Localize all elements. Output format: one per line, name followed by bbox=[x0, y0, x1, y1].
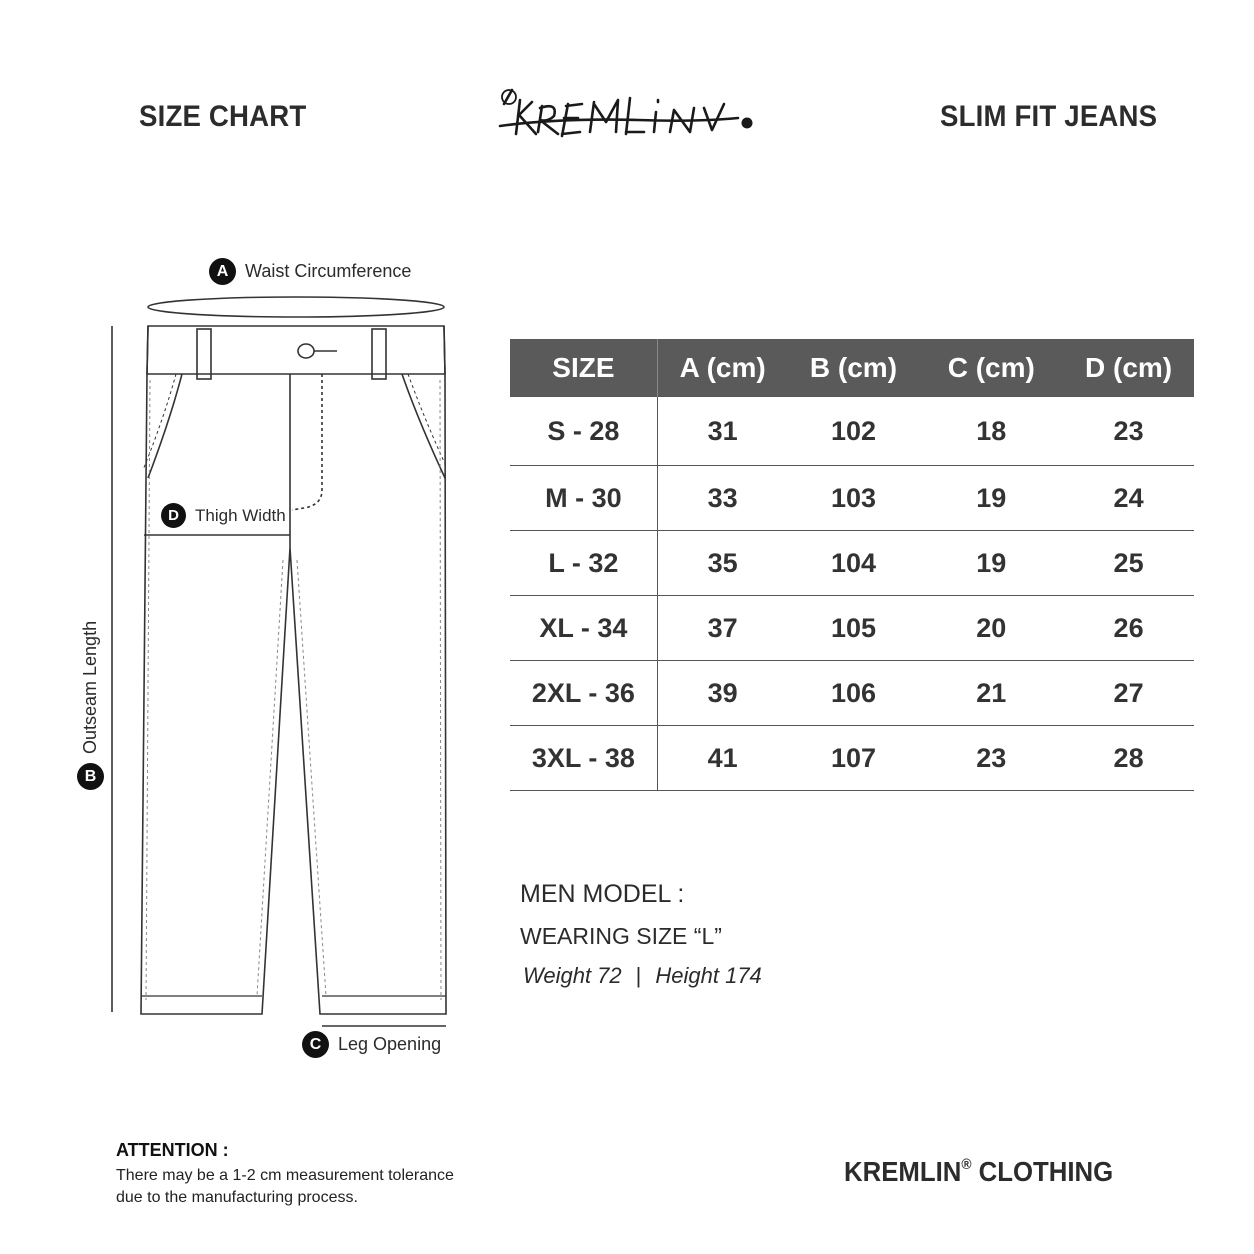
cell-c: 20 bbox=[919, 596, 1063, 661]
cell-b: 105 bbox=[788, 596, 920, 661]
cell-size: L - 32 bbox=[510, 531, 657, 596]
cell-size: 3XL - 38 bbox=[510, 726, 657, 791]
registered-mark: ® bbox=[961, 1156, 972, 1173]
table-row bbox=[510, 397, 1194, 466]
col-header-c: C (cm) bbox=[919, 336, 1063, 397]
table-row bbox=[510, 661, 1194, 726]
size-table bbox=[510, 333, 1194, 791]
table-row bbox=[510, 596, 1194, 661]
attention-title: ATTENTION : bbox=[116, 1140, 229, 1160]
cell-a: 39 bbox=[657, 661, 787, 726]
cell-c: 23 bbox=[919, 726, 1063, 791]
col-header-b: B (cm) bbox=[788, 336, 920, 397]
cell-a: 41 bbox=[657, 726, 787, 791]
brand-footer bbox=[844, 1156, 1113, 1188]
badge-d: D bbox=[161, 503, 186, 528]
product-title: SLIM FIT JEANS bbox=[940, 100, 1158, 133]
cell-b: 104 bbox=[788, 531, 920, 596]
model-height: Height 174 bbox=[655, 963, 762, 988]
brand-name: KREMLIN bbox=[844, 1156, 962, 1187]
jeans-diagram bbox=[70, 290, 470, 1050]
table-header-row bbox=[510, 336, 1194, 397]
cell-b: 102 bbox=[788, 397, 920, 466]
cell-b: 106 bbox=[788, 661, 920, 726]
col-header-d: D (cm) bbox=[1063, 336, 1194, 397]
cell-b: 103 bbox=[788, 466, 920, 531]
cell-size: S - 28 bbox=[510, 397, 657, 466]
cell-size: XL - 34 bbox=[510, 596, 657, 661]
cell-size: M - 30 bbox=[510, 466, 657, 531]
model-separator: | bbox=[635, 963, 642, 988]
cell-d: 26 bbox=[1063, 596, 1194, 661]
badge-c: C bbox=[302, 1031, 329, 1058]
cell-d: 28 bbox=[1063, 726, 1194, 791]
attention-line-1: There may be a 1-2 cm measurement tolerance bbox=[116, 1167, 454, 1184]
attention-line-2: due to the manufacturing process. bbox=[116, 1189, 358, 1206]
label-leg-opening-text: Leg Opening bbox=[338, 1034, 442, 1054]
cell-a: 31 bbox=[657, 397, 787, 466]
table-row bbox=[510, 466, 1194, 531]
cell-c: 18 bbox=[919, 397, 1063, 466]
cell-a: 37 bbox=[657, 596, 787, 661]
model-weight: Weight 72 bbox=[523, 963, 622, 988]
attention-note bbox=[116, 1165, 536, 1209]
cell-c: 21 bbox=[919, 661, 1063, 726]
page-title: SIZE CHART bbox=[139, 100, 307, 133]
model-stats bbox=[523, 963, 762, 989]
col-header-size: SIZE bbox=[510, 336, 657, 397]
cell-d: 25 bbox=[1063, 531, 1194, 596]
cell-b: 107 bbox=[788, 726, 920, 791]
brand-logo bbox=[498, 82, 760, 152]
model-heading: MEN MODEL : bbox=[520, 880, 685, 908]
cell-d: 23 bbox=[1063, 397, 1194, 466]
cell-d: 27 bbox=[1063, 661, 1194, 726]
cell-d: 24 bbox=[1063, 466, 1194, 531]
table-row bbox=[510, 726, 1194, 791]
waist-ellipse bbox=[148, 297, 444, 317]
cell-a: 35 bbox=[657, 531, 787, 596]
label-outseam-text: Outseam Length bbox=[80, 620, 100, 754]
table-row bbox=[510, 531, 1194, 596]
model-wearing-size: WEARING SIZE “L” bbox=[520, 923, 722, 949]
col-header-a: A (cm) bbox=[657, 336, 787, 397]
cell-size: 2XL - 36 bbox=[510, 661, 657, 726]
label-thigh-text: Thigh Width bbox=[195, 505, 286, 525]
cell-a: 33 bbox=[657, 466, 787, 531]
badge-b: B bbox=[77, 763, 104, 790]
badge-a: A bbox=[209, 258, 236, 285]
cell-c: 19 bbox=[919, 531, 1063, 596]
label-waist bbox=[209, 258, 411, 285]
cell-c: 19 bbox=[919, 466, 1063, 531]
label-waist-text: Waist Circumference bbox=[245, 261, 412, 281]
brand-suffix: CLOTHING bbox=[971, 1156, 1114, 1187]
